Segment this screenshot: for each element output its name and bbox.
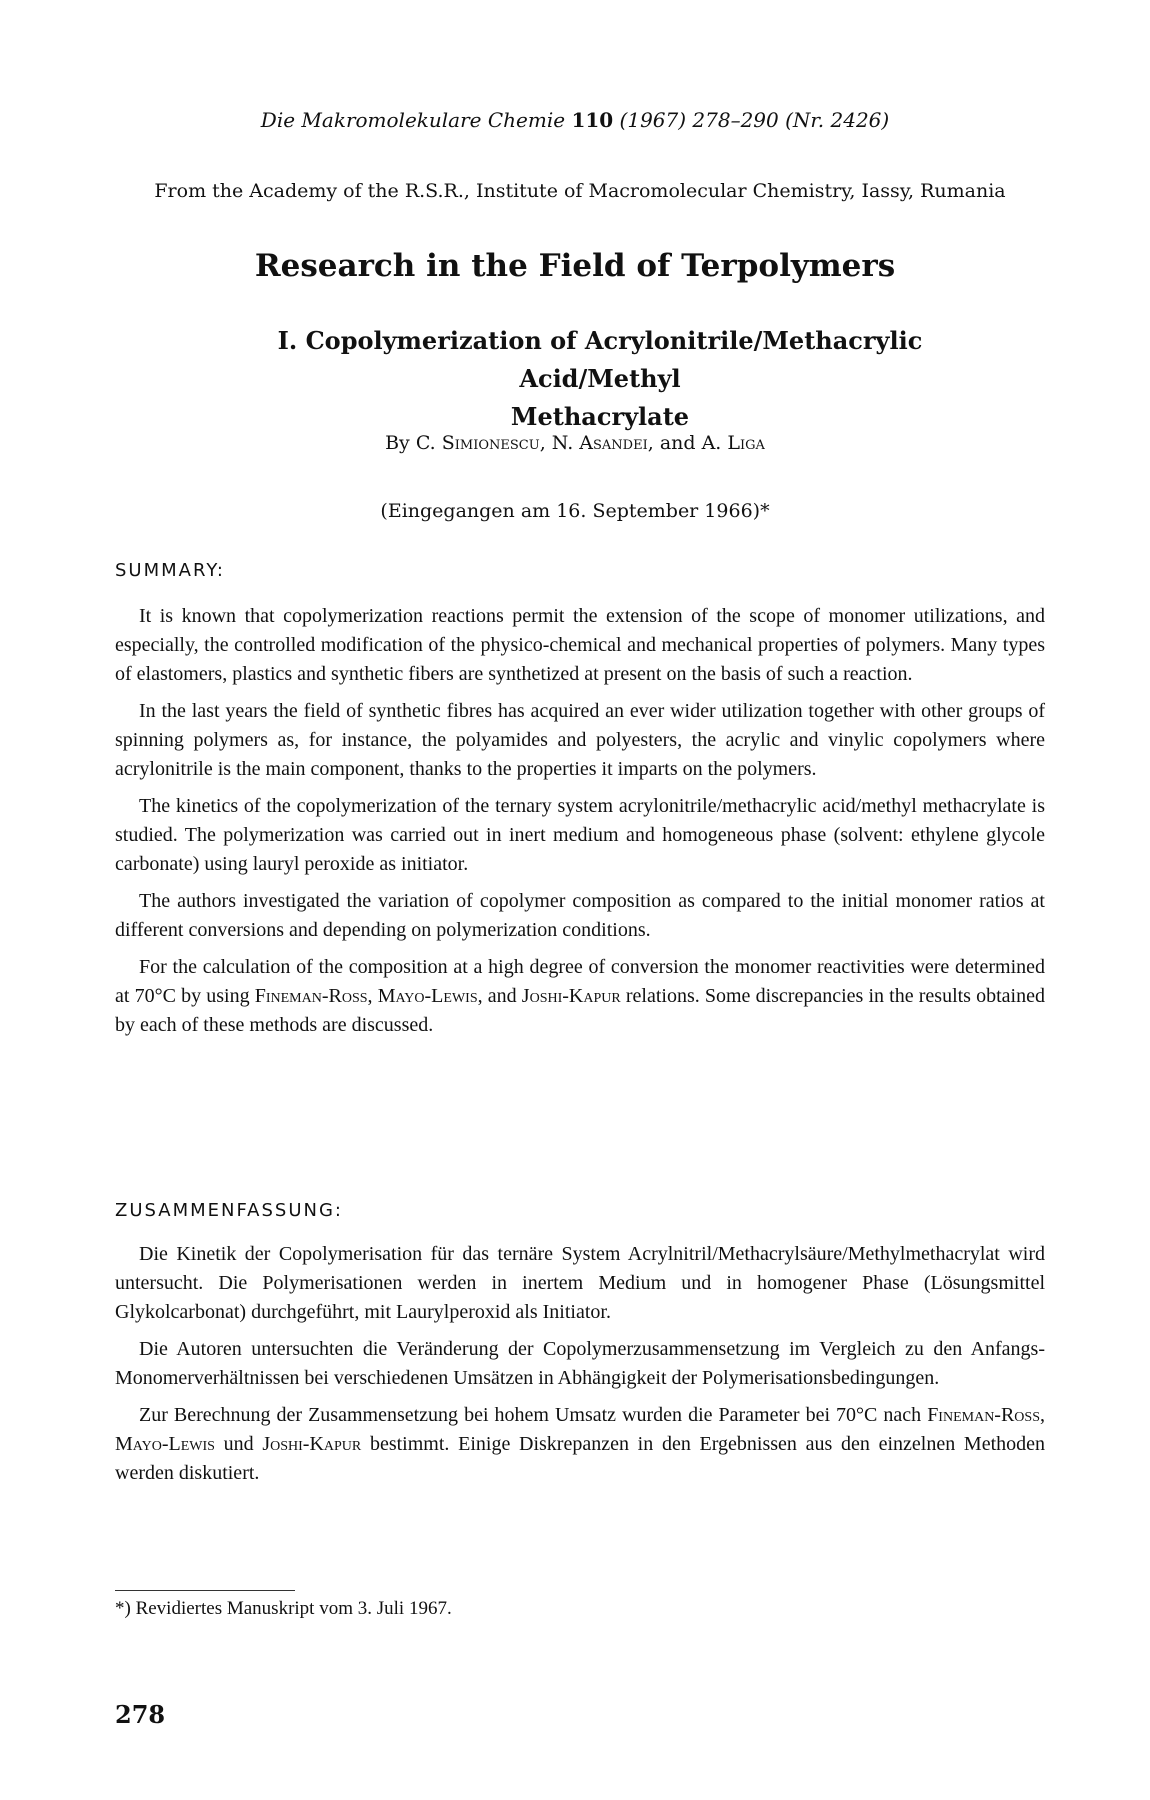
author-line [0,432,1150,454]
paper-subtitle [200,322,1000,436]
summary-heading: SUMMARY: [115,560,225,581]
journal-citation: (1967) 278–290 (Nr. 2426) [619,108,890,132]
summary-paragraph-3: The kinetics of the copolymerization of the ternary system acrylonitrile/methacrylic acid/methyl methacrylate is studied. The polymerization was carried out in inert medium and homogeneous phase (solvent: ethylene glycole carbonate) using lauryl peroxide as initiator. [115,795,1045,875]
zusammenfassung-paragraph-1: Die Kinetik der Copolymerisation für das ternäre System Acrylnitril/Methacrylsäure/Methylmethacrylat wird untersucht. Die Polymerisationen werden in inertem Medium und in homogener Phase (Lösungsmittel Glykolcarbonat) durchgeführt, mit Laurylperoxid als Initiator. [115,1243,1045,1323]
zus-method-fineman-ross: Fineman-Ross [927,1404,1040,1426]
zus-p3-text-b: , [1040,1404,1045,1426]
method-fineman-ross: Fineman-Ross [254,985,368,1007]
zusammenfassung-paragraph-2: Die Autoren untersuchten die Veränderung der Copolymerzusammensetzung im Vergleich zu den Anfangs-Monomerverhältnissen bei verschiedenen Umsätzen in Abhängigkeit der Polymerisationsbedingungen. [115,1338,1045,1389]
zusammenfassung-heading: ZUSAMMENFASSUNG: [115,1200,343,1221]
zus-p3-text-d: bestimmt. Einige Diskrepanzen in den Ergebnissen aus den einzelnen Methoden werden diskutiert. [115,1433,1045,1484]
page-number: 278 [115,1700,166,1729]
zus-method-joshi-kapur: Joshi-Kapur [262,1433,362,1455]
method-joshi-kapur: Joshi-Kapur [521,985,621,1007]
author-simionescu: Simionescu [441,432,540,454]
received-date: (Eingegangen am 16. September 1966)* [380,500,770,522]
footnote: *) Revidiertes Manuskript vom 3. Juli 1967. [115,1598,452,1619]
method-mayo-lewis: Mayo-Lewis [377,985,478,1007]
summary-p5-text-a: For the calculation of the composition at a high degree of conversion the monomer reactivities were determined at 70°C by using [115,956,1045,1007]
journal-volume: 110 [571,108,614,132]
author-separator-2: , and A. [647,432,722,454]
summary-paragraph-4: The authors investigated the variation of copolymer composition as compared to the initial monomer ratios at different conversions and depending on polymerization conditions. [115,890,1045,941]
footnote-divider [115,1590,295,1591]
zusammenfassung-body [115,1240,1045,1496]
author-liga: Liga [727,432,765,454]
author-by: By C. [385,432,436,454]
author-asandei: Asandei [579,432,648,454]
zus-p3-text-a: Zur Berechnung der Zusammensetzung bei hohem Umsatz wurden die Parameter bei 70°C nach [139,1404,928,1426]
subtitle-line-2: Methacrylate [510,402,690,431]
summary-p5-text-d: relations. Some discrepancies in the results obtained by each of these methods are discussed. [115,985,1045,1036]
summary-p5-text-c: , and [477,985,522,1007]
subtitle-line-1: I. Copolymerization of Acrylonitrile/Methacrylic Acid/Methyl [277,326,923,393]
summary-paragraph-1: It is known that copolymerization reactions permit the extension of the scope of monomer utilizations, and especially, the controlled modification of the physico-chemical and mechanical properties of polymers. Many types of elastomers, plastics and synthetic fibers are synthetized at present on the basis of such a reaction. [115,605,1045,685]
paper-title: Research in the Field of Terpolymers [254,248,896,284]
zusammenfassung-paragraph-3 [115,1401,1045,1488]
summary-paragraph-5 [115,953,1045,1040]
summary-paragraph-2: In the last years the field of synthetic fibres has acquired an ever wider utilization together with other groups of spinning polymers as, for instance, the polyamides and polyesters, the acrylic and vinylic copolymers where acrylonitrile is the main component, thanks to the properties it imparts on the polymers. [115,700,1045,780]
journal-header [0,108,1150,132]
author-separator-1: , N. [539,432,574,454]
journal-name: Die Makromolekulare Chemie [260,108,566,132]
zus-method-mayo-lewis: Mayo-Lewis [115,1433,215,1455]
zus-p3-text-c: und [214,1433,263,1455]
summary-p5-text-b: , [367,985,378,1007]
summary-body [115,602,1045,1048]
affiliation: From the Academy of the R.S.R., Institute of Macromolecular Chemistry, Iassy, Rumania [154,180,1006,202]
